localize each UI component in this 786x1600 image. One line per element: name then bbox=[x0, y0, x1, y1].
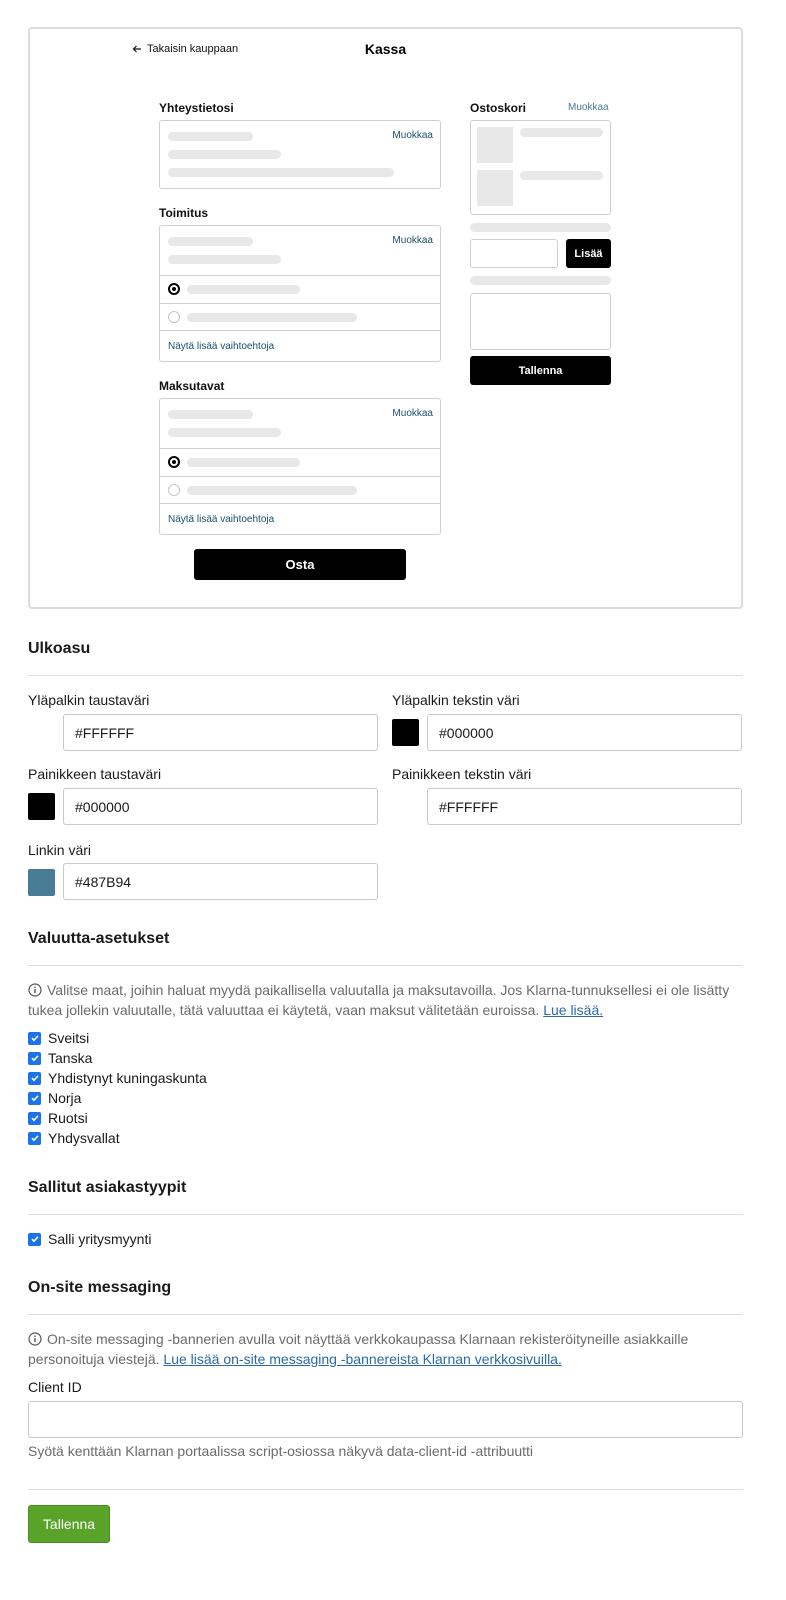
payment-radio-selected[interactable] bbox=[168, 456, 180, 468]
cart-card bbox=[470, 120, 611, 215]
link-color-input[interactable]: #487B94 bbox=[63, 863, 378, 900]
payment-option-row[interactable] bbox=[160, 448, 440, 476]
b2b-checkbox-row[interactable] bbox=[28, 1231, 151, 1247]
osm-info-text: On-site messaging -bannerien avulla voit näyttää verkkokaupassa Klarnaan rekisteröityneille asiakkaille personoituja viestejä. bbox=[28, 1331, 689, 1367]
osm-info bbox=[28, 1329, 743, 1369]
contact-card bbox=[159, 120, 441, 189]
header-text-swatch[interactable] bbox=[392, 719, 419, 746]
placeholder-bar bbox=[470, 276, 611, 285]
button-bg-swatch[interactable] bbox=[28, 793, 55, 820]
country-label: Norja bbox=[48, 1090, 82, 1106]
checkmark-icon bbox=[30, 1093, 40, 1103]
country-checkbox[interactable] bbox=[28, 1112, 41, 1125]
discount-code-input[interactable] bbox=[470, 239, 558, 268]
b2b-checkbox[interactable] bbox=[28, 1233, 41, 1246]
country-checkbox[interactable] bbox=[28, 1072, 41, 1085]
placeholder-bar bbox=[168, 132, 253, 141]
product-thumbnail bbox=[477, 170, 513, 206]
shipping-edit-link[interactable]: Muokkaa bbox=[392, 235, 433, 246]
checkmark-icon bbox=[30, 1113, 40, 1123]
header-bg-input[interactable]: #FFFFFF bbox=[63, 714, 378, 751]
shipping-option-row[interactable] bbox=[160, 303, 440, 330]
contact-edit-link[interactable]: Muokkaa bbox=[392, 130, 433, 141]
placeholder-bar bbox=[520, 128, 603, 137]
payment-option-row[interactable] bbox=[160, 476, 440, 503]
divider bbox=[28, 1214, 743, 1215]
checkmark-icon bbox=[30, 1033, 40, 1043]
customer-types-heading: Sallitut asiakastyypit bbox=[28, 1179, 187, 1196]
country-checkbox-row[interactable] bbox=[28, 1110, 88, 1126]
divider bbox=[28, 1314, 743, 1315]
link-color-label: Linkin väri bbox=[28, 842, 92, 858]
product-thumbnail bbox=[477, 127, 513, 163]
placeholder-bar bbox=[187, 486, 357, 495]
currency-info bbox=[28, 980, 743, 1020]
payment-card bbox=[159, 398, 441, 535]
shipping-more-row bbox=[160, 330, 440, 362]
payment-more-row bbox=[160, 503, 440, 535]
header-text-input[interactable]: #000000 bbox=[427, 714, 742, 751]
appearance-heading: Ulkoasu bbox=[28, 640, 91, 657]
currency-heading: Valuutta-asetukset bbox=[28, 930, 170, 947]
country-checkbox-row[interactable] bbox=[28, 1030, 89, 1046]
payment-radio[interactable] bbox=[168, 484, 180, 496]
cart-section-label: Ostoskori bbox=[470, 101, 527, 115]
cart-save-button[interactable]: Tallenna bbox=[470, 356, 611, 385]
placeholder-bar bbox=[187, 458, 300, 467]
country-checkbox-row[interactable] bbox=[28, 1050, 92, 1066]
country-checkbox-row[interactable] bbox=[28, 1070, 207, 1086]
shipping-radio-selected[interactable] bbox=[168, 283, 180, 295]
save-button[interactable]: Tallenna bbox=[28, 1505, 110, 1543]
client-id-input[interactable] bbox=[28, 1401, 743, 1438]
country-checkbox-row[interactable] bbox=[28, 1090, 81, 1106]
cart-edit-link[interactable]: Muokkaa bbox=[568, 102, 609, 113]
info-icon bbox=[28, 1332, 42, 1346]
info-icon bbox=[28, 983, 42, 997]
buy-button[interactable]: Osta bbox=[194, 549, 406, 580]
payment-section-label: Maksutavat bbox=[159, 379, 225, 393]
shipping-radio[interactable] bbox=[168, 311, 180, 323]
shipping-more-options-link[interactable]: Näytä lisää vaihtoehtoja bbox=[168, 341, 275, 352]
contact-section-label: Yhteystietosi bbox=[159, 101, 234, 115]
checkout-preview bbox=[28, 27, 743, 609]
checkmark-icon bbox=[30, 1133, 40, 1143]
add-discount-button[interactable]: Lisää bbox=[566, 239, 611, 268]
currency-info-text: Valitse maat, joihin haluat myydä paikallisella valuutalla ja maksutavoilla. Jos Klarna-tunnuksellesi ei ole lisätty tukea jollekin valuutalle, tätä valuuttaa ei käytetä, vaan maksut välitetään euroissa. bbox=[28, 982, 730, 1018]
osm-heading: On-site messaging bbox=[28, 1279, 172, 1296]
placeholder-bar bbox=[168, 237, 253, 246]
placeholder-bar bbox=[168, 255, 281, 264]
button-text-input[interactable]: #FFFFFF bbox=[427, 788, 742, 825]
country-checkbox[interactable] bbox=[28, 1032, 41, 1045]
divider bbox=[28, 675, 743, 676]
country-label: Sveitsi bbox=[48, 1030, 90, 1046]
country-checkbox[interactable] bbox=[28, 1092, 41, 1105]
button-text-swatch[interactable] bbox=[392, 793, 419, 820]
placeholder-bar bbox=[470, 223, 611, 232]
country-label: Tanska bbox=[48, 1050, 93, 1066]
payment-more-options-link[interactable]: Näytä lisää vaihtoehtoja bbox=[168, 514, 275, 525]
b2b-checkbox-label: Salli yritysmyynti bbox=[48, 1231, 152, 1247]
button-text-label: Painikkeen tekstin väri bbox=[392, 766, 532, 782]
country-checkbox-row[interactable] bbox=[28, 1130, 120, 1146]
client-id-help: Syötä kenttään Klarnan portaalissa script-osiossa näkyvä data-client-id -attribuutti bbox=[28, 1443, 534, 1459]
shipping-card bbox=[159, 225, 441, 362]
placeholder-bar bbox=[168, 168, 394, 177]
country-label: Yhdysvallat bbox=[48, 1130, 120, 1146]
client-id-label: Client ID bbox=[28, 1379, 82, 1395]
note-textarea[interactable] bbox=[470, 293, 611, 350]
country-checkbox[interactable] bbox=[28, 1132, 41, 1145]
placeholder-bar bbox=[187, 285, 300, 294]
header-text-label: Yläpalkin tekstin väri bbox=[392, 692, 520, 708]
divider bbox=[28, 965, 743, 966]
checkout-title: Kassa bbox=[364, 41, 407, 57]
link-color-swatch[interactable] bbox=[28, 869, 55, 896]
button-bg-label: Painikkeen taustaväri bbox=[28, 766, 162, 782]
placeholder-bar bbox=[520, 171, 603, 180]
shipping-option-row[interactable] bbox=[160, 275, 440, 303]
shipping-section-label: Toimitus bbox=[159, 206, 209, 220]
divider bbox=[28, 1489, 743, 1490]
checkmark-icon bbox=[30, 1053, 40, 1063]
button-bg-input[interactable]: #000000 bbox=[63, 788, 378, 825]
country-label: Ruotsi bbox=[48, 1110, 88, 1126]
placeholder-bar bbox=[187, 313, 357, 322]
back-link-label: Takaisin kauppaan bbox=[147, 43, 239, 55]
placeholder-bar bbox=[168, 150, 281, 159]
checkmark-icon bbox=[30, 1073, 40, 1083]
placeholder-bar bbox=[168, 428, 281, 437]
country-checkbox[interactable] bbox=[28, 1052, 41, 1065]
osm-learn-more-link[interactable]: Lue lisää on-site messaging -bannereista Klarnan verkkosivuilla. bbox=[163, 1351, 562, 1367]
checkmark-icon bbox=[30, 1234, 40, 1244]
country-label: Yhdistynyt kuningaskunta bbox=[48, 1070, 207, 1086]
header-bg-label: Yläpalkin taustaväri bbox=[28, 692, 150, 708]
currency-learn-more-link[interactable]: Lue lisää. bbox=[543, 1002, 604, 1018]
placeholder-bar bbox=[168, 410, 253, 419]
header-bg-swatch[interactable] bbox=[28, 719, 55, 746]
payment-edit-link[interactable]: Muokkaa bbox=[392, 408, 433, 419]
